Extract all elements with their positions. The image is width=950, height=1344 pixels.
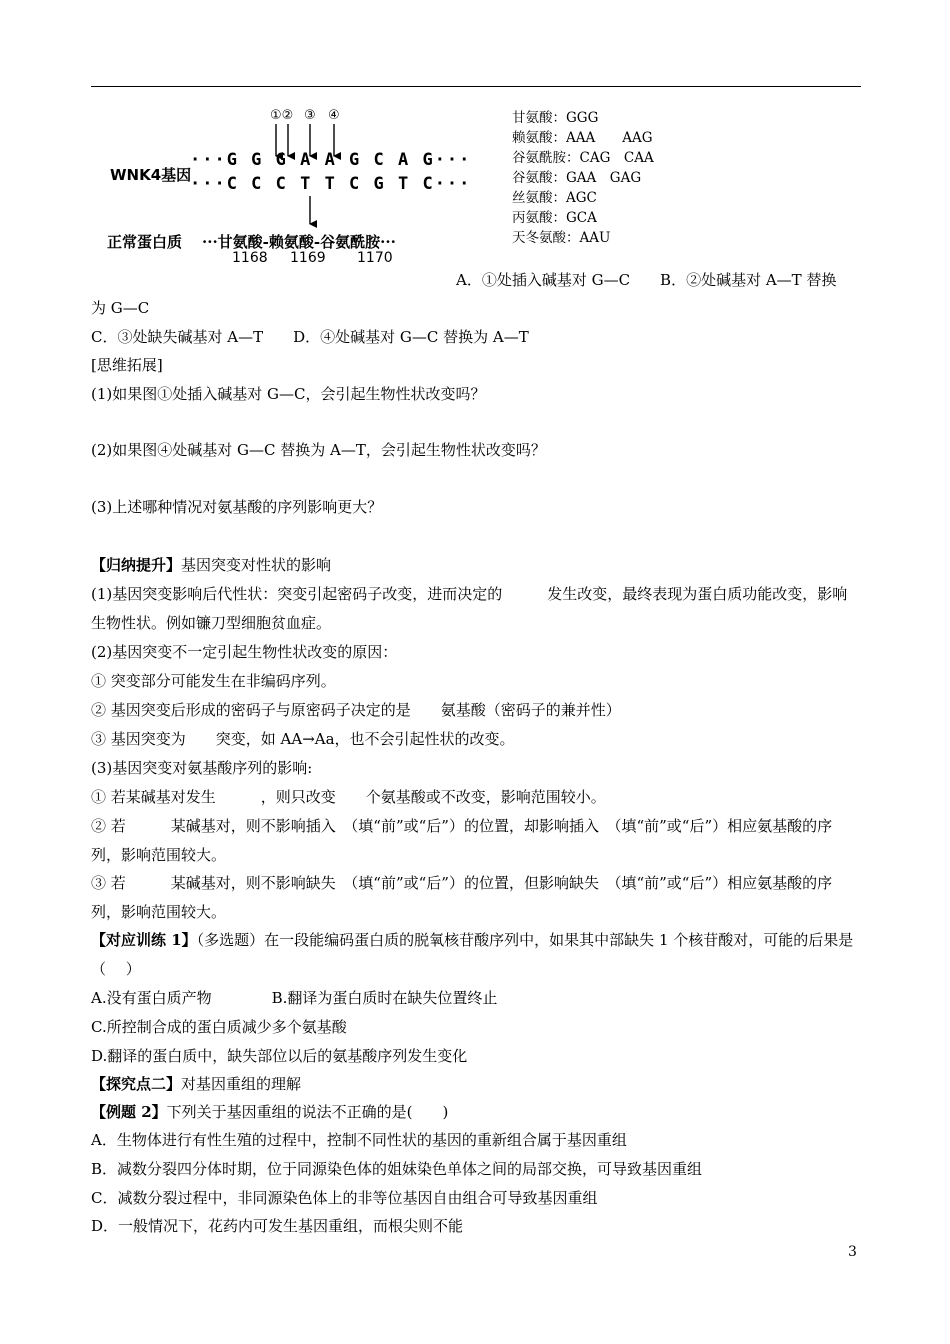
options-a-b: A．①处插入碱基对 G—C B．②处碱基对 A—T 替换 <box>456 271 837 289</box>
summary-point-2: (2)基因突变不一定引起生物性状改变的原因： <box>91 643 398 661</box>
summary-title: 基因突变对性状的影响 <box>181 556 332 574</box>
question-3: (3)上述哪种情况对氨基酸的序列影响更大？ <box>91 498 383 516</box>
summary-point-3a: ① 若某碱基对发生 ，则只改变 个氨基酸或不改变，影响范围较小。 <box>91 788 606 806</box>
gene-label: WNK4基因 <box>110 166 192 184</box>
example-2-option-c: C．减数分裂过程中，非同源染色体上的非等位基因自由组合可导致基因重组 <box>91 1189 598 1207</box>
explore-point-2 <box>91 1070 861 1099</box>
position-1170: 1170 <box>357 250 393 266</box>
example-2 <box>91 1098 861 1127</box>
strand-bottom: ···C C C T T C G T C··· <box>190 174 472 194</box>
marker-4: ④ <box>328 108 340 123</box>
codon-row: 谷氨酰胺：CAG CAA <box>512 150 654 166</box>
summary-tag: 【归纳提升】 <box>91 556 182 574</box>
header-rule <box>91 86 861 87</box>
marker-3: ③ <box>304 108 316 123</box>
explore-point-2-tag: 【探究点二】 <box>91 1075 182 1093</box>
example-2-option-d: D．一般情况下，花药内可发生基因重组，而根尖则不能 <box>91 1217 464 1235</box>
training-1-options-a-b: A.没有蛋白质产物 B.翻译为蛋白质时在缺失位置终止 <box>91 989 498 1007</box>
question-2: (2)如果图④处碱基对 G—C 替换为 A—T，会引起生物性状改变吗？ <box>91 441 546 459</box>
codon-row: 赖氨酸：AAA AAG <box>512 130 653 146</box>
position-1169: 1169 <box>290 250 326 266</box>
codon-row: 甘氨酸：GGG <box>512 110 599 126</box>
summary-point-3b: ② 若 某碱基对，则不影响插入 （填“前”或“后”）的位置，却影响插入 （填“前”或“后”）相应氨基酸的序列，影响范围较大。 <box>91 817 833 864</box>
options-c-d: C．③处缺失碱基对 A—T D．④处碱基对 G—C 替换为 A—T <box>91 328 529 346</box>
example-2-option-a: A．生物体进行有性生殖的过程中，控制不同性状的基因的重新组合属于基因重组 <box>91 1131 627 1149</box>
summary-heading <box>91 551 861 580</box>
training-1 <box>91 926 861 984</box>
protein-label: 正常蛋白质 <box>107 233 183 251</box>
codon-row: 谷氨酸：GAA GAG <box>512 170 642 186</box>
explore-point-2-title: 对基因重组的理解 <box>181 1075 302 1093</box>
position-1168: 1168 <box>232 250 268 266</box>
page-number: 3 <box>848 1244 857 1260</box>
example-2-tag: 【例题 2】 <box>91 1103 167 1121</box>
training-1-tag: 【对应训练 1】 <box>91 931 197 949</box>
question-1: (1)如果图①处插入碱基对 G—C，会引起生物性状改变吗？ <box>91 385 486 403</box>
protein-sequence: ···甘氨酸-赖氨酸-谷氨酰胺··· <box>202 233 396 251</box>
training-1-option-d: D.翻译的蛋白质中，缺失部位以后的氨基酸序列发生变化 <box>91 1047 468 1065</box>
codon-row: 丙氨酸：GCA <box>512 210 597 226</box>
section-thinking-extension: [思维拓展] <box>91 356 163 374</box>
codon-row: 丝氨酸：AGC <box>512 190 597 206</box>
example-2-question: 下列关于基因重组的说法不正确的是( ) <box>166 1103 449 1121</box>
summary-point-1: (1)基因突变影响后代性状：突变引起密码子改变，进而决定的 发生改变，最终表现为蛋白质功能改变，影响生物性状。例如镰刀型细胞贫血症。 <box>91 585 848 632</box>
example-2-option-b: B．减数分裂四分体时期，位于同源染色体的姐妹染色单体之间的局部交换，可导致基因重组 <box>91 1160 703 1178</box>
codon-table <box>512 108 654 248</box>
strand-top: ···G G G A A G C A G··· <box>190 150 472 170</box>
summary-point-2c: ③ 基因突变为 突变，如 AA→Aa，也不会引起性状的改变。 <box>91 730 515 748</box>
summary-point-2a: ① 突变部分可能发生在非编码序列。 <box>91 672 336 690</box>
marker-1-2: ①② <box>270 108 294 123</box>
training-1-text: （多选题）在一段能编码蛋白质的脱氧核苷酸序列中，如果其中部缺失 1 个核苷酸对，可能的后果是（ ） <box>91 931 854 978</box>
training-1-option-c: C.所控制合成的蛋白质减少多个氨基酸 <box>91 1018 347 1036</box>
summary-point-3c: ③ 若 某碱基对，则不影响缺失 （填“前”或“后”）的位置，但影响缺失 （填“前”或“后”）相应氨基酸的序列，影响范围较大。 <box>91 874 833 921</box>
options-a-b-continued: 为 G—C <box>91 299 150 317</box>
summary-point-2b: ② 基因突变后形成的密码子与原密码子决定的是 氨基酸（密码子的兼并性） <box>91 701 621 719</box>
summary-point-3: (3)基因突变对氨基酸序列的影响: <box>91 759 313 777</box>
codon-row: 天冬氨酸：AAU <box>512 230 611 246</box>
